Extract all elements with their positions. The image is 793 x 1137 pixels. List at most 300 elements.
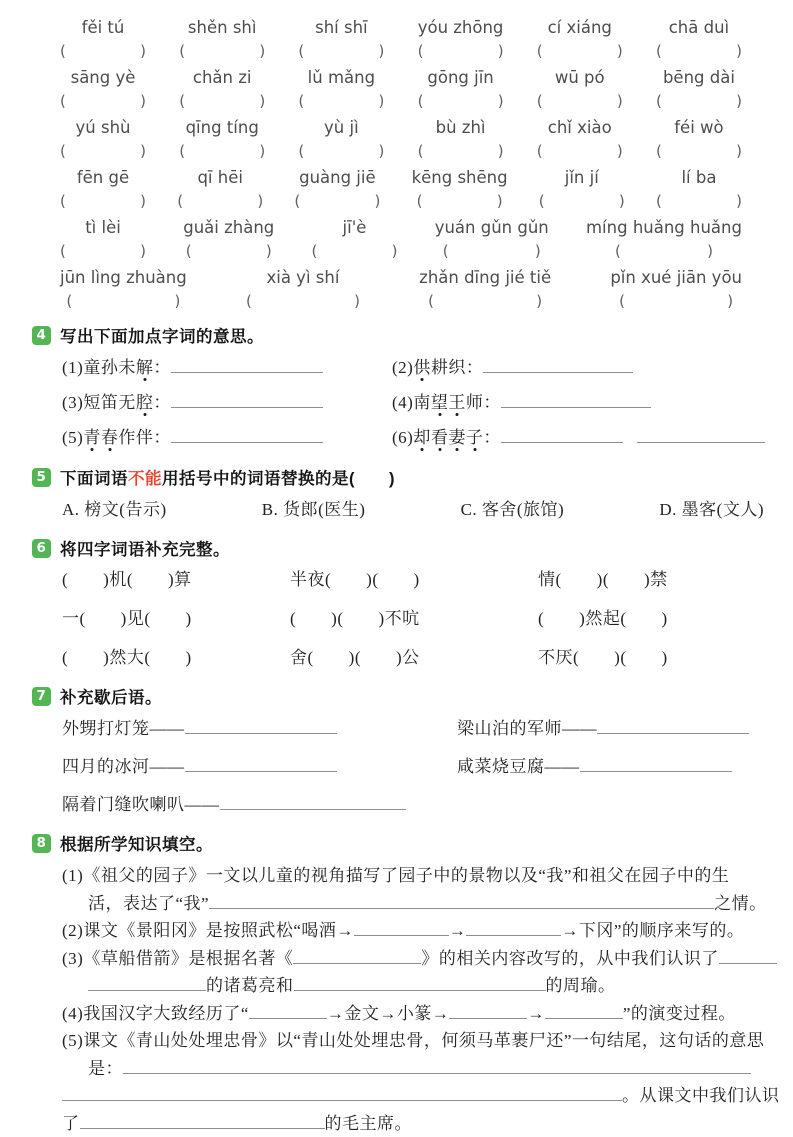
answer-blank[interactable]: [597, 719, 749, 734]
open-paren: (: [619, 292, 625, 310]
pinyin-item: [418, 18, 504, 60]
dotted-char: 妻: [448, 428, 466, 447]
close-paren: ): [375, 192, 381, 210]
section-number-badge: 4: [32, 326, 51, 345]
close-paren: ): [707, 242, 713, 260]
dotted-char: 青: [83, 428, 101, 447]
answer-blank[interactable]: [123, 1059, 751, 1074]
dotted-char: 供: [413, 358, 431, 377]
answer-parens[interactable]: [656, 92, 742, 110]
section-4-header: [32, 323, 768, 347]
text-run: 四月的冰河——: [62, 757, 185, 776]
text-run: (1)《祖父的园子》一文以儿童的视角描写了园子中的景物以及“我”和祖父在园子中的生: [62, 866, 729, 885]
pinyin-item: [60, 68, 146, 110]
answer-parens[interactable]: [294, 192, 380, 210]
text-run: 外甥打灯笼——: [62, 719, 185, 738]
dotted-char: 王: [448, 393, 466, 412]
close-paren: ): [259, 142, 265, 160]
answer-parens[interactable]: [177, 192, 263, 210]
option: C. 客舍(旅馆): [461, 497, 565, 523]
section-title: 根据所学知识填空。: [60, 831, 213, 855]
fill-line: [62, 945, 768, 973]
text-run: ”的演变过程。: [623, 1004, 736, 1023]
pinyin-item: [656, 118, 742, 160]
pinyin-row: [60, 18, 742, 60]
dotted-char: 子: [466, 428, 484, 447]
answer-parens[interactable]: [60, 42, 146, 60]
pinyin-text: qīng tíng: [179, 118, 265, 137]
close-paren: ): [140, 192, 146, 210]
idiom-fill-item[interactable]: 半夜( )( ): [290, 567, 538, 593]
pinyin-text: cí xiáng: [537, 18, 623, 37]
pinyin-text: qī hēi: [177, 168, 263, 187]
section-7: [32, 684, 768, 818]
pinyin-item: [537, 68, 623, 110]
pinyin-text: kēng shēng: [412, 168, 508, 187]
open-paren: (: [428, 292, 434, 310]
idiom-fill-item[interactable]: 一( )见( ): [62, 606, 290, 632]
text-run: (5)课文《青山处处埋忠骨》以“青山处处埋忠骨，何须马革裹尸还”一句结尾，这句话的意思: [62, 1031, 764, 1050]
close-paren: ): [617, 42, 623, 60]
pinyin-text: sāng yè: [60, 68, 146, 87]
close-paren: ): [266, 242, 272, 260]
section-title: 补充歇后语。: [60, 684, 162, 708]
answer-parens[interactable]: [537, 92, 623, 110]
answer-parens[interactable]: [298, 142, 384, 160]
fill-line: [62, 972, 768, 1000]
section-number-badge: 5: [32, 468, 51, 487]
title-pre: 下面词语: [60, 470, 128, 488]
pinyin-item: [656, 68, 742, 110]
open-paren: (: [539, 192, 545, 210]
open-paren: (: [537, 42, 543, 60]
open-paren: (: [179, 92, 185, 110]
text-run: →: [527, 1004, 545, 1023]
answer-blank[interactable]: [171, 428, 323, 443]
open-paren: (: [60, 92, 66, 110]
open-paren: (: [179, 142, 185, 160]
dotted-char: 解: [136, 358, 154, 377]
text-run: 的诸葛亮和: [206, 976, 294, 995]
open-paren: (: [60, 42, 66, 60]
answer-parens[interactable]: [428, 292, 542, 310]
text-run: 作伴：: [118, 428, 171, 447]
open-paren: (: [179, 42, 185, 60]
idiom-fill-item[interactable]: 舍( )( )公: [290, 645, 538, 671]
section-7-header: [32, 684, 768, 708]
close-paren: ): [379, 42, 385, 60]
pinyin-text: bù zhì: [418, 118, 504, 137]
open-paren: (: [246, 292, 252, 310]
xiehouyu-item: [457, 753, 768, 780]
answer-parens[interactable]: [60, 92, 146, 110]
pinyin-item: [656, 18, 742, 60]
section-title: [60, 465, 395, 489]
section-8-body: [32, 862, 768, 1137]
pinyin-item: [586, 218, 742, 260]
open-paren: (: [186, 242, 192, 260]
pinyin-item: [298, 118, 384, 160]
section-title: 将四字词语补充完整。: [60, 536, 230, 560]
section-6: [32, 536, 768, 671]
question-item: [62, 354, 392, 382]
answer-blank[interactable]: [62, 1086, 622, 1101]
pinyin-item: [60, 118, 146, 160]
open-paren: (: [298, 92, 304, 110]
idiom-fill-item[interactable]: ( )机( )算: [62, 567, 290, 593]
dotted-char: 却: [413, 428, 431, 447]
answer-blank[interactable]: [171, 393, 323, 408]
pinyin-item: [246, 268, 360, 310]
text-run: 师：: [466, 393, 501, 412]
idiom-fill-item[interactable]: ( )( )不吭: [290, 606, 538, 632]
pinyin-text: zhǎn dīng jié tiě: [419, 268, 551, 287]
answer-blank[interactable]: [483, 358, 633, 373]
pinyin-item: [539, 168, 625, 210]
answer-parens[interactable]: [539, 192, 625, 210]
pinyin-text: jǐn jí: [539, 168, 625, 187]
answer-parens[interactable]: [443, 242, 541, 260]
fill-line: [62, 862, 768, 890]
answer-blank[interactable]: [293, 949, 421, 964]
text-run: (1)童孙未: [62, 358, 136, 377]
close-paren: ): [259, 92, 265, 110]
close-paren: ): [392, 242, 398, 260]
close-paren: ): [140, 242, 146, 260]
dotted-char: 春: [101, 428, 119, 447]
section-5: [32, 465, 768, 523]
idiom-fill-item[interactable]: 不厌( )( ): [538, 645, 768, 671]
pinyin-text: yù jì: [298, 118, 384, 137]
pinyin-item: [412, 168, 508, 210]
answer-blank[interactable]: [80, 1114, 325, 1129]
answer-blank[interactable]: [209, 894, 714, 909]
text-run: (6): [392, 428, 413, 447]
text-run: 的周瑜。: [546, 976, 616, 995]
answer-blank[interactable]: [501, 393, 651, 408]
xiehouyu-item: [62, 753, 457, 780]
answer-blank[interactable]: [545, 1004, 623, 1019]
fill-line: [62, 1082, 768, 1110]
open-paren: (: [418, 92, 424, 110]
xiehouyu-item: [457, 715, 768, 742]
open-paren: (: [60, 142, 66, 160]
idiom-fill-item[interactable]: 情( )( )禁: [538, 567, 768, 593]
pinyin-text: féi wò: [656, 118, 742, 137]
close-paren: ): [736, 142, 742, 160]
pinyin-text: chā duì: [656, 18, 742, 37]
pinyin-text: xià yì shí: [246, 268, 360, 287]
pinyin-item: [537, 118, 623, 160]
text-run: (4)我国汉字大致经历了“: [62, 1004, 249, 1023]
answer-blank[interactable]: [580, 757, 732, 772]
text-run: (3)《草船借箭》是根据名著《: [62, 949, 293, 968]
pinyin-text: chǎn zi: [179, 68, 265, 87]
answer-blank[interactable]: [185, 719, 337, 734]
section-title: 写出下面加点字词的意思。: [60, 323, 264, 347]
open-paren: (: [298, 42, 304, 60]
pinyin-section: [60, 18, 742, 310]
close-paren: ): [535, 242, 541, 260]
answer-parens[interactable]: [60, 192, 146, 210]
pinyin-item: [656, 168, 742, 210]
answer-parens[interactable]: [186, 242, 272, 260]
answer-blank[interactable]: [637, 428, 765, 443]
section-8-header: [32, 831, 768, 855]
pinyin-item: [179, 118, 265, 160]
answer-parens[interactable]: [179, 42, 265, 60]
pinyin-text: chǐ xiào: [537, 118, 623, 137]
answer-parens[interactable]: [311, 242, 397, 260]
close-paren: ): [536, 292, 542, 310]
open-paren: (: [60, 242, 66, 260]
question-item: [62, 389, 392, 417]
close-paren: ): [617, 92, 623, 110]
pinyin-item: [418, 68, 504, 110]
pinyin-row: [60, 118, 742, 160]
close-paren: ): [498, 142, 504, 160]
open-paren: (: [656, 42, 662, 60]
pinyin-row: [60, 68, 742, 110]
pinyin-text: shěn shì: [179, 18, 265, 37]
pinyin-text: tì lèi: [60, 218, 146, 237]
answer-parens[interactable]: [246, 292, 360, 310]
text-run: (4)南: [392, 393, 431, 412]
close-paren: ): [140, 142, 146, 160]
question-item: [392, 354, 768, 382]
answer-parens[interactable]: [60, 242, 146, 260]
pinyin-text: yóu zhōng: [418, 18, 504, 37]
pinyin-text: fěi tú: [60, 18, 146, 37]
answer-blank[interactable]: [294, 976, 546, 991]
text-run: (2): [392, 358, 413, 377]
text-run: 》的相关内容改写的，从中我们认识了: [421, 949, 719, 968]
pinyin-item: [418, 118, 504, 160]
answer-blank[interactable]: [249, 1004, 327, 1019]
pinyin-text: guǎi zhàng: [183, 218, 274, 237]
answer-parens[interactable]: [656, 42, 742, 60]
open-paren: (: [537, 92, 543, 110]
text-run: 。从课文中我们认识: [622, 1086, 780, 1105]
pinyin-item: [311, 218, 397, 260]
section-8: [32, 831, 768, 1137]
close-paren: ): [259, 42, 265, 60]
text-run: ：: [153, 358, 171, 377]
xiehouyu-item: [62, 791, 768, 818]
close-paren: ): [175, 292, 181, 310]
pinyin-item: [179, 68, 265, 110]
pinyin-item: [298, 68, 384, 110]
close-paren: ): [617, 142, 623, 160]
close-paren: ): [354, 292, 360, 310]
answer-parens[interactable]: [656, 142, 742, 160]
section-5-header: [32, 465, 768, 489]
answer-parens[interactable]: [656, 192, 742, 210]
close-paren: ): [498, 92, 504, 110]
pinyin-item: [60, 18, 146, 60]
close-paren: ): [379, 92, 385, 110]
idiom-fill-item[interactable]: ( )然大( ): [62, 645, 290, 671]
pinyin-item: [610, 268, 742, 310]
close-paren: ): [619, 192, 625, 210]
answer-parens[interactable]: [537, 42, 623, 60]
answer-blank[interactable]: [354, 921, 449, 936]
xiehouyu-item: [62, 715, 457, 742]
pinyin-item: [177, 168, 263, 210]
option: A. 榜文(告示): [62, 497, 167, 523]
answer-parens[interactable]: [60, 142, 146, 160]
answer-blank[interactable]: [466, 921, 561, 936]
answer-parens[interactable]: [418, 42, 504, 60]
open-paren: (: [418, 42, 424, 60]
pinyin-text: fēn gē: [60, 168, 146, 187]
open-paren: (: [537, 142, 543, 160]
pinyin-text: yú shù: [60, 118, 146, 137]
open-paren: (: [298, 142, 304, 160]
answer-parens[interactable]: [298, 92, 384, 110]
text-run: 咸菜烧豆腐——: [457, 757, 580, 776]
text-run: 隔着门缝吹喇叭——: [62, 795, 220, 814]
text-run: ：: [153, 393, 171, 412]
close-paren: ): [736, 92, 742, 110]
text-run: (2)课文《景阳冈》是按照武松“喝酒→: [62, 921, 354, 940]
text-run: 梁山泊的军师——: [457, 719, 597, 738]
pinyin-row: [60, 218, 742, 260]
pinyin-item: [419, 268, 551, 310]
pinyin-text: lí ba: [656, 168, 742, 187]
open-paren: (: [615, 242, 621, 260]
answer-blank[interactable]: [501, 428, 623, 443]
close-paren: ): [736, 192, 742, 210]
open-paren: (: [60, 192, 66, 210]
pinyin-item: [60, 218, 146, 260]
text-run: →下冈”的顺序来写的。: [561, 921, 744, 940]
pinyin-text: yuán gǔn gǔn: [435, 218, 549, 237]
section-4: [32, 323, 768, 452]
open-paren: (: [66, 292, 72, 310]
pinyin-item: [537, 18, 623, 60]
pinyin-text: shí shī: [298, 18, 384, 37]
text-run: (3)短笛无: [62, 393, 136, 412]
answer-parens[interactable]: [179, 92, 265, 110]
text-run: 了: [62, 1114, 80, 1133]
pinyin-row: [60, 268, 742, 310]
answer-blank[interactable]: [449, 1004, 527, 1019]
idiom-fill-item[interactable]: ( )然起( ): [538, 606, 768, 632]
answer-parens[interactable]: [418, 142, 504, 160]
title-emphasis-red: 不能: [128, 470, 162, 488]
close-paren: ): [140, 92, 146, 110]
answer-parens[interactable]: [418, 92, 504, 110]
section-6-body: [32, 567, 768, 671]
answer-parens[interactable]: [298, 42, 384, 60]
section-7-body: [32, 715, 768, 818]
pinyin-text: gōng jīn: [418, 68, 504, 87]
close-paren: ): [257, 192, 263, 210]
option: B. 货郎(医生): [262, 497, 366, 523]
pinyin-text: jūn lìng zhuàng: [60, 268, 187, 287]
title-post: 用括号中的词语替换的是( ): [162, 470, 395, 488]
answer-parens[interactable]: [619, 292, 733, 310]
pinyin-text: pǐn xué jiān yōu: [610, 268, 742, 287]
fill-line: [62, 1027, 768, 1055]
pinyin-text: míng huǎng huǎng: [586, 218, 742, 237]
pinyin-row: [60, 168, 742, 210]
close-paren: ): [497, 192, 503, 210]
answer-blank[interactable]: [185, 757, 337, 772]
pinyin-text: wū pó: [537, 68, 623, 87]
text-run: 之情。: [714, 894, 767, 913]
pinyin-text: lǔ mǎng: [298, 68, 384, 87]
text-run: 的毛主席。: [325, 1114, 413, 1133]
fill-line: [62, 1055, 768, 1083]
question-item: [392, 389, 768, 417]
answer-blank[interactable]: [719, 949, 777, 964]
text-run: 耕织：: [431, 358, 484, 377]
open-paren: (: [417, 192, 423, 210]
section-6-header: [32, 536, 768, 560]
answer-parens[interactable]: [615, 242, 713, 260]
question-item: [392, 424, 768, 452]
answer-blank[interactable]: [88, 976, 206, 991]
fill-line: [62, 890, 768, 918]
open-paren: (: [418, 142, 424, 160]
pinyin-text: jī'è: [311, 218, 397, 237]
pinyin-text: bēng dài: [656, 68, 742, 87]
pinyin-item: [60, 168, 146, 210]
pinyin-item: [435, 218, 549, 260]
section-5-options: [32, 497, 768, 523]
answer-blank[interactable]: [171, 358, 323, 373]
answer-blank[interactable]: [220, 795, 406, 810]
close-paren: ): [379, 142, 385, 160]
close-paren: ): [736, 42, 742, 60]
option: D. 墨客(文人): [659, 497, 764, 523]
open-paren: (: [311, 242, 317, 260]
pinyin-item: [298, 18, 384, 60]
close-paren: ): [727, 292, 733, 310]
pinyin-text: guàng jiē: [294, 168, 380, 187]
text-run: (5): [62, 428, 83, 447]
section-4-body: [32, 354, 768, 452]
close-paren: ): [140, 42, 146, 60]
pinyin-item: [60, 268, 187, 310]
question-item: [62, 424, 392, 452]
open-paren: (: [656, 142, 662, 160]
answer-parens[interactable]: [66, 292, 180, 310]
fill-line: [62, 917, 768, 945]
answer-parens[interactable]: [417, 192, 503, 210]
open-paren: (: [294, 192, 300, 210]
text-run: ：: [483, 428, 501, 447]
section-number-badge: 6: [32, 539, 51, 558]
fill-line: [62, 1000, 768, 1028]
text-run: 是：: [88, 1059, 123, 1078]
text-run: →金文→小篆→: [327, 1004, 450, 1023]
fill-line: [62, 1110, 768, 1137]
open-paren: (: [177, 192, 183, 210]
dotted-char: 望: [431, 393, 449, 412]
open-paren: (: [656, 92, 662, 110]
dotted-char: 腔: [136, 393, 154, 412]
pinyin-item: [179, 18, 265, 60]
section-number-badge: 7: [32, 687, 51, 706]
open-paren: (: [443, 242, 449, 260]
close-paren: ): [498, 42, 504, 60]
answer-parens[interactable]: [179, 142, 265, 160]
answer-parens[interactable]: [537, 142, 623, 160]
dotted-char: 看: [431, 428, 449, 447]
